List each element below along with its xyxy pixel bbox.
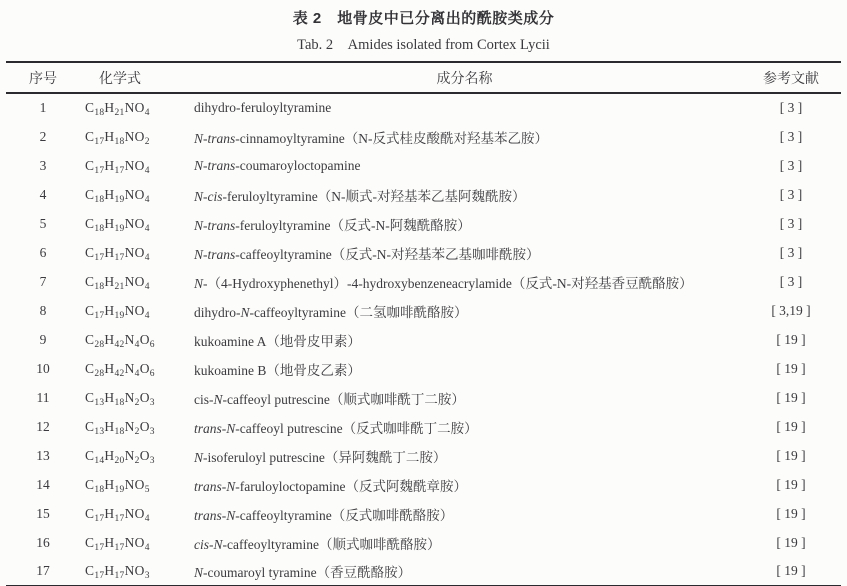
- table-row: [6, 93, 841, 122]
- component-name-cell: N-coumaroyl tyramine（香豆酰酪胺）: [194, 564, 412, 580]
- reference-cell: [ 3 ]: [779, 244, 803, 260]
- row-index-cell: 4: [39, 186, 47, 202]
- component-name-cell: cis-N-caffeoyltyramine（顺式咖啡酰酪胺）: [194, 536, 441, 552]
- row-index-cell: 5: [39, 215, 47, 231]
- row-index-cell: 10: [36, 360, 50, 376]
- reference-cell: [ 19 ]: [776, 331, 806, 347]
- component-name-cell: dihydro-N-caffeoyltyramine（二氢咖啡酰酪胺）: [194, 304, 468, 320]
- column-header-formula: 化学式: [99, 71, 141, 87]
- component-name-cell: cis-N-caffeoyl putrescine（顺式咖啡酰丁二胺）: [194, 391, 465, 407]
- reference-cell: [ 3 ]: [779, 157, 803, 173]
- component-name-cell: N-trans-caffeoyltyramine（反式-N-对羟基苯乙基咖啡酰胺）: [194, 246, 540, 262]
- header-row: [6, 62, 841, 93]
- row-index-cell: 9: [39, 331, 47, 347]
- chemical-formula-cell: $C_{18}H_{19}NO_5$: [85, 476, 150, 495]
- table-title-chinese: 表 2 地骨皮中已分离出的酰胺类成分: [292, 10, 555, 27]
- component-name-cell: N-cis-feruloyltyramine（N-顺式-对羟基苯乙基阿魏酰胺）: [194, 188, 526, 204]
- table-header: [6, 62, 841, 93]
- row-index-cell: 17: [36, 562, 50, 578]
- chemical-formula-cell: $C_{17}H_{17}NO_4$: [85, 157, 150, 176]
- chemical-formula-cell: $C_{17}H_{17}NO_4$: [85, 534, 150, 553]
- row-index-cell: 11: [36, 389, 50, 405]
- table-row: [6, 209, 841, 238]
- table-row: [6, 151, 841, 180]
- component-name-cell: kukoamine B（地骨皮乙素）: [194, 362, 361, 378]
- component-name-cell: dihydro-feruloyltyramine: [194, 100, 332, 115]
- chemical-formula-cell: $C_{17}H_{17}NO_4$: [85, 505, 150, 524]
- component-name-cell: trans-N-faruloyloctopamine（反式阿魏酰章胺）: [194, 478, 467, 494]
- reference-cell: [ 3 ]: [779, 273, 803, 289]
- chemical-formula-cell: $C_{28}H_{42}N_4O_6$: [85, 331, 155, 350]
- reference-cell: [ 3 ]: [779, 215, 803, 231]
- table-row: [6, 470, 841, 499]
- reference-cell: [ 19 ]: [776, 476, 806, 492]
- table-row: [6, 238, 841, 267]
- reference-cell: [ 3,19 ]: [771, 302, 811, 318]
- reference-cell: [ 19 ]: [776, 562, 806, 578]
- row-index-cell: 8: [39, 302, 47, 318]
- row-index-cell: 15: [36, 505, 50, 521]
- column-header-reference: 参考文献: [763, 71, 819, 87]
- reference-cell: [ 19 ]: [776, 389, 806, 405]
- table-row: [6, 441, 841, 470]
- reference-cell: [ 19 ]: [776, 418, 806, 434]
- chemical-formula-cell: $C_{14}H_{20}N_2O_3$: [85, 447, 155, 466]
- component-name-cell: trans-N-caffeoyl putrescine（反式咖啡酰丁二胺）: [194, 420, 478, 436]
- reference-cell: [ 19 ]: [776, 505, 806, 521]
- column-header-index: 序号: [29, 71, 57, 87]
- row-index-cell: 6: [39, 244, 47, 260]
- table-body: [6, 93, 841, 586]
- chemical-formula-cell: $C_{18}H_{21}NO_4$: [85, 100, 150, 118]
- component-name-cell: N-trans-cinnamoyltyramine（N-反式桂皮酸酰对羟基苯乙胺）: [194, 130, 548, 146]
- table-row: [6, 354, 841, 383]
- reference-cell: [ 19 ]: [776, 360, 806, 376]
- chemical-formula-cell: $C_{18}H_{19}NO_4$: [85, 215, 150, 234]
- table-row: [6, 499, 841, 528]
- table-row: [6, 325, 841, 354]
- component-name-cell: N-（4-Hydroxyphenethyl）-4-hydroxybenzeneacrylamide（反式-N-对羟基香豆酰酪胺）: [194, 275, 693, 291]
- table-row: [6, 412, 841, 441]
- component-name-cell: trans-N-caffeoyltyramine（反式咖啡酰酪胺）: [194, 507, 454, 523]
- table-row: [6, 180, 841, 209]
- reference-cell: [ 19 ]: [776, 534, 806, 550]
- reference-cell: [ 19 ]: [776, 447, 806, 463]
- table-row: [6, 267, 841, 296]
- table-row: [6, 296, 841, 325]
- component-name-cell: kukoamine A（地骨皮甲素）: [194, 333, 361, 349]
- row-index-cell: 3: [39, 157, 47, 173]
- component-name-cell: N-isoferuloyl putrescine（异阿魏酰丁二胺）: [194, 449, 447, 465]
- chemical-formula-cell: $C_{17}H_{19}NO_4$: [85, 302, 150, 321]
- chemical-formula-cell: $C_{13}H_{18}N_2O_3$: [85, 418, 155, 437]
- row-index-cell: 12: [36, 418, 50, 434]
- chemical-formula-cell: $C_{17}H_{17}NO_3$: [85, 562, 150, 581]
- chemical-formula-cell: $C_{18}H_{21}NO_4$: [85, 273, 150, 292]
- component-name-cell: N-trans-feruloyltyramine（反式-N-阿魏酰酪胺）: [194, 217, 471, 233]
- row-index-cell: 2: [39, 128, 47, 144]
- table-row: [6, 557, 841, 586]
- row-index-cell: 7: [39, 273, 47, 289]
- table-row: [6, 383, 841, 412]
- row-index-cell: 14: [36, 476, 50, 492]
- table-title-english: Tab. 2 Amides isolated from Cortex Lycii: [297, 37, 550, 53]
- table-row: [6, 122, 841, 151]
- chemical-formula-cell: $C_{28}H_{42}N_4O_6$: [85, 360, 155, 379]
- reference-cell: [ 3 ]: [779, 186, 803, 202]
- row-index-cell: 13: [36, 447, 50, 463]
- chemical-formula-cell: $C_{18}H_{19}NO_4$: [85, 186, 150, 205]
- chemical-formula-cell: $C_{13}H_{18}N_2O_3$: [85, 389, 155, 408]
- amides-table: [6, 61, 841, 586]
- column-header-name: 成分名称: [436, 71, 493, 87]
- table-row: [6, 528, 841, 557]
- reference-cell: [ 3 ]: [779, 128, 803, 144]
- row-index-cell: 1: [39, 100, 47, 115]
- component-name-cell: N-trans-coumaroyloctopamine: [194, 157, 361, 173]
- reference-cell: [ 3 ]: [779, 100, 803, 115]
- row-index-cell: 16: [36, 534, 50, 550]
- chemical-formula-cell: $C_{17}H_{17}NO_4$: [85, 244, 150, 263]
- chemical-formula-cell: $C_{17}H_{18}NO_2$: [85, 128, 150, 147]
